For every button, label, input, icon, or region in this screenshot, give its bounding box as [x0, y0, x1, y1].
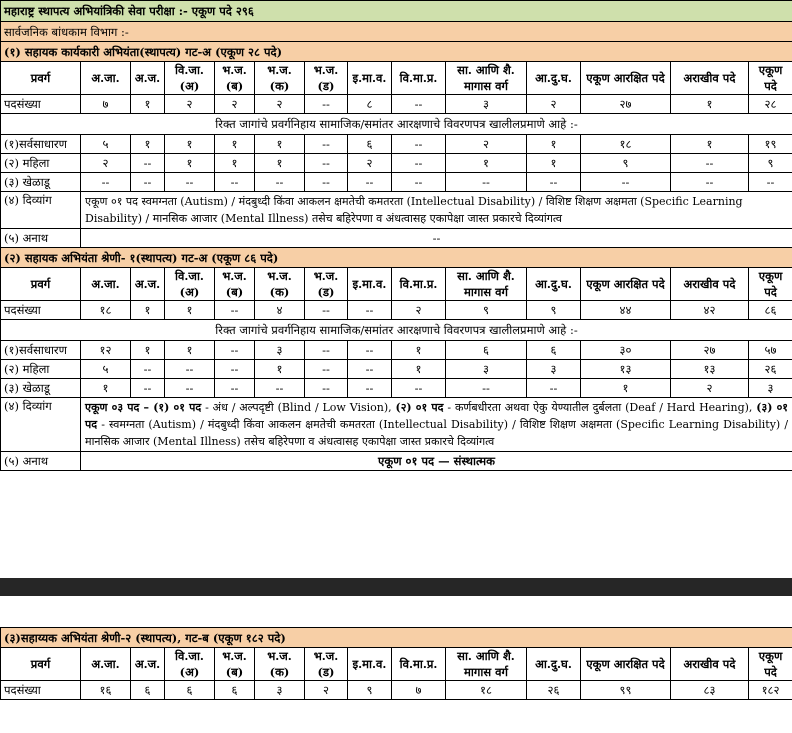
divyang-label-2: (२) ०१ पद [395, 401, 444, 414]
table-cell: -- [348, 301, 392, 320]
table-cell: ७ [392, 681, 446, 700]
page-title: महाराष्ट्र स्थापत्य अभियांत्रिकी सेवा परीक्षा :- एकूण पदे २९६ [1, 1, 792, 22]
header-cell: भ.ज. (ड) [305, 62, 348, 95]
row-label: (५) अनाथ [1, 452, 81, 471]
header-cell: भ.ज. (ड) [305, 268, 348, 301]
header-cell: भ.ज. (क) [255, 648, 305, 681]
table-cell: २७ [581, 95, 671, 114]
table-cell: -- [446, 379, 527, 398]
table-cell: १९ [749, 135, 792, 154]
table-cell: १ [671, 135, 749, 154]
table-cell: २ [527, 95, 581, 114]
table-cell: -- [392, 95, 446, 114]
table-cell: १ [131, 95, 165, 114]
table-cell: १ [671, 95, 749, 114]
table-cell: -- [215, 301, 255, 320]
row-label: (३) खेळाडू [1, 379, 81, 398]
table-cell: ३ [255, 681, 305, 700]
table-cell: १ [131, 301, 165, 320]
divyang-text [81, 398, 792, 452]
table-cell: -- [392, 173, 446, 192]
table-cell: १ [165, 341, 215, 360]
posts-row [1, 681, 792, 700]
anath-value: -- [81, 229, 792, 248]
table-cell: ७ [81, 95, 131, 114]
table-cell: -- [392, 154, 446, 173]
table-cell: -- [305, 154, 348, 173]
table-cell: ५ [81, 360, 131, 379]
header-cell: आ.दु.घ. [527, 62, 581, 95]
divyang-label-3: (३) ०१ पद [85, 401, 789, 431]
department-label: सार्वजनिक बांधकाम विभाग :- [1, 22, 792, 42]
header-cell: भ.ज. (क) [255, 62, 305, 95]
table-cell: २७ [671, 341, 749, 360]
header-cell: सा. आणि शै. मागास वर्ग [446, 648, 527, 681]
divyang-part-3: - स्वमग्नता (Autism) / मंदबुध्दी किंवा आकलन क्षमतेची कमतरता (Intellectual Disability) / विशिष्ट शिक्षण अक्षमता (Specific Learning Disability) / मानसिक आजार (Mental Illness) तसेच बहिरेपणा व अंधत्वासह एकापेक्षा जास्त प्रकारचे दिव्यांगत्व [85, 418, 789, 448]
table-cell: २ [305, 681, 348, 700]
table-cell: -- [446, 173, 527, 192]
header-cell: सा. आणि शै. मागास वर्ग [446, 268, 527, 301]
table-cell: १ [215, 135, 255, 154]
table-cell: १ [165, 301, 215, 320]
header-cell: भ.ज. (ब) [215, 268, 255, 301]
table-row [1, 154, 792, 173]
table-cell: १८२ [749, 681, 792, 700]
header-cell: अराखीव पदे [671, 268, 749, 301]
header-cell: अ.जा. [81, 648, 131, 681]
table-cell: २ [348, 154, 392, 173]
table-row [1, 360, 792, 379]
table-cell: ८६ [749, 301, 792, 320]
table-cell: २ [255, 95, 305, 114]
table-cell: -- [305, 379, 348, 398]
header-cell: आ.दु.घ. [527, 648, 581, 681]
table-cell: ३ [446, 360, 527, 379]
header-cell: वि.मा.प्र. [392, 62, 446, 95]
table-cell: ४४ [581, 301, 671, 320]
header-row [1, 62, 792, 95]
table-cell: -- [671, 173, 749, 192]
table-cell: ६ [348, 135, 392, 154]
header-cell: एकूण पदे [749, 62, 792, 95]
table-cell: -- [215, 341, 255, 360]
table-cell: -- [255, 379, 305, 398]
header-cell: अ.ज. [131, 648, 165, 681]
table-cell: -- [392, 135, 446, 154]
table-cell: १ [527, 154, 581, 173]
table-cell: ३० [581, 341, 671, 360]
table-cell: १ [131, 341, 165, 360]
section-divider [0, 578, 792, 596]
posts-row [1, 95, 792, 114]
header-cell: इ.मा.व. [348, 648, 392, 681]
divyang-lead: एकूण ०३ पद – (१) ०१ पद [85, 401, 202, 414]
table-cell: -- [348, 360, 392, 379]
header-cell: अ.जा. [81, 268, 131, 301]
table-row [1, 135, 792, 154]
table-cell: -- [81, 173, 131, 192]
table-cell: -- [348, 173, 392, 192]
table-cell: -- [131, 379, 165, 398]
row-label: (४) दिव्यांग [1, 398, 81, 452]
posts-row [1, 301, 792, 320]
table-cell: -- [215, 173, 255, 192]
table-row [1, 173, 792, 192]
anath-value: एकूण ०१ पद — संस्थात्मक [81, 452, 792, 471]
table-cell: ९ [527, 301, 581, 320]
table-cell: १ [527, 135, 581, 154]
table-cell: -- [671, 154, 749, 173]
row-label: (२) महिला [1, 360, 81, 379]
table-cell: २६ [749, 360, 792, 379]
table-cell: ३ [446, 95, 527, 114]
table-cell: -- [581, 173, 671, 192]
header-cell: वि.मा.प्र. [392, 648, 446, 681]
table-cell: १ [255, 360, 305, 379]
header-cell: अ.ज. [131, 268, 165, 301]
header-cell: इ.मा.व. [348, 268, 392, 301]
table-cell: ६ [215, 681, 255, 700]
table-cell: ६ [527, 341, 581, 360]
table-cell: -- [305, 95, 348, 114]
row-label: (४) दिव्यांग [1, 192, 81, 229]
header-cell: अ.जा. [81, 62, 131, 95]
row-label: (३) खेळाडू [1, 173, 81, 192]
table-cell: -- [527, 173, 581, 192]
table-cell: ४२ [671, 301, 749, 320]
table-cell: -- [392, 379, 446, 398]
table-cell: -- [305, 301, 348, 320]
header-cell: आ.दु.घ. [527, 268, 581, 301]
header-cell: प्रवर्ग [1, 648, 81, 681]
table-cell: -- [255, 173, 305, 192]
divyang-row [1, 192, 792, 229]
table-cell: १ [165, 135, 215, 154]
table-cell: १ [215, 154, 255, 173]
table-cell: -- [131, 154, 165, 173]
header-cell: एकूण पदे [749, 648, 792, 681]
section-2-heading: (२) सहायक अभियंता श्रेणी- १(स्थापत्य) गट-अ (एकूण ८६ पदे) [1, 248, 792, 268]
table-cell: १३ [671, 360, 749, 379]
table-cell: २८ [749, 95, 792, 114]
header-cell: अराखीव पदे [671, 62, 749, 95]
table-cell: १ [255, 135, 305, 154]
table-cell: ८३ [671, 681, 749, 700]
header-cell: इ.मा.व. [348, 62, 392, 95]
header-cell: एकूण पदे [749, 268, 792, 301]
anath-row [1, 452, 792, 471]
table-cell: -- [348, 379, 392, 398]
row-label: (१)सर्वसाधारण [1, 341, 81, 360]
table-cell: १ [165, 154, 215, 173]
header-cell: वि.जा. (अ) [165, 268, 215, 301]
row-label: (१)सर्वसाधारण [1, 135, 81, 154]
table-cell: १ [392, 341, 446, 360]
table-cell: ५७ [749, 341, 792, 360]
table-cell: -- [215, 379, 255, 398]
header-cell: भ.ज. (ब) [215, 62, 255, 95]
table-cell: २ [215, 95, 255, 114]
table-cell: २ [81, 154, 131, 173]
table-cell: १६ [81, 681, 131, 700]
table-cell: २ [446, 135, 527, 154]
table-cell: १ [255, 154, 305, 173]
table-cell: -- [527, 379, 581, 398]
header-cell: भ.ज. (ड) [305, 648, 348, 681]
row-label: पदसंख्या [1, 95, 81, 114]
table-cell: -- [305, 173, 348, 192]
table-cell: १ [446, 154, 527, 173]
sec3-table [0, 627, 792, 700]
table-cell: -- [348, 341, 392, 360]
table-cell: ३ [749, 379, 792, 398]
table-row [1, 341, 792, 360]
header-cell: एकूण आरक्षित पदे [581, 648, 671, 681]
anath-row [1, 229, 792, 248]
table-cell: ९ [348, 681, 392, 700]
header-cell: वि.मा.प्र. [392, 268, 446, 301]
section-3-heading: (३)सहाय्यक अभियंता श्रेणी-२ (स्थापत्य), गट-ब (एकूण १८२ पदे) [1, 628, 792, 648]
table-cell: १८ [581, 135, 671, 154]
table-cell: ३ [527, 360, 581, 379]
section-1-heading: (१) सहायक कार्यकारी अभियंता(स्थापत्य) गट-अ (एकूण २८ पदे) [1, 42, 792, 62]
table-cell: ६ [131, 681, 165, 700]
table-cell: -- [305, 360, 348, 379]
header-cell: सा. आणि शै. मागास वर्ग [446, 62, 527, 95]
header-cell: भ.ज. (ब) [215, 648, 255, 681]
header-cell: एकूण आरक्षित पदे [581, 268, 671, 301]
table-cell: १ [581, 379, 671, 398]
row-label: पदसंख्या [1, 301, 81, 320]
header-cell: प्रवर्ग [1, 268, 81, 301]
table-cell: १ [81, 379, 131, 398]
table-cell: १८ [446, 681, 527, 700]
table-cell: -- [305, 341, 348, 360]
header-cell: वि.जा. (अ) [165, 648, 215, 681]
header-cell: एकूण आरक्षित पदे [581, 62, 671, 95]
table-cell: ४ [255, 301, 305, 320]
table-cell: -- [131, 173, 165, 192]
table-cell: १ [131, 135, 165, 154]
divyang-part-1: - अंध / अल्पदृष्टी (Blind / Low Vision), [205, 401, 392, 414]
table-cell: -- [131, 360, 165, 379]
table-cell: २ [671, 379, 749, 398]
table-cell: ५ [81, 135, 131, 154]
header-cell: भ.ज. (क) [255, 268, 305, 301]
table-cell: १ [392, 360, 446, 379]
header-cell: वि.जा. (अ) [165, 62, 215, 95]
table-cell: -- [305, 135, 348, 154]
table-cell: ८ [348, 95, 392, 114]
table-cell: १२ [81, 341, 131, 360]
header-row [1, 268, 792, 301]
header-row [1, 648, 792, 681]
table-cell: ९ [749, 154, 792, 173]
table-cell: १८ [81, 301, 131, 320]
table-cell: -- [215, 360, 255, 379]
table-cell: १३ [581, 360, 671, 379]
table-cell: -- [749, 173, 792, 192]
row-label: (५) अनाथ [1, 229, 81, 248]
reservation-note: रिक्त जागांचे प्रवर्गनिहाय सामाजिक/समांतर आरक्षणाचे विवरणपत्र खालीलप्रमाणे आहे :- [1, 320, 792, 341]
table-cell: ९ [446, 301, 527, 320]
table-cell: ६ [446, 341, 527, 360]
header-cell: अराखीव पदे [671, 648, 749, 681]
header-cell: अ.ज. [131, 62, 165, 95]
table-cell: २ [165, 95, 215, 114]
table-row [1, 379, 792, 398]
table-cell: ९ [581, 154, 671, 173]
row-label: (२) महिला [1, 154, 81, 173]
table-cell: -- [165, 379, 215, 398]
divyang-text: एकूण ०१ पद स्वमग्नता (Autism) / मंदबुध्दी किंवा आकलन क्षमतेची कमतरता (Intellectual Disability) / विशिष्ट शिक्षण अक्षमता (Specific Learning Disability) / मानसिक आजार (Mental Illness) तसेच बहिरेपणा व अंधत्वासह एकापेक्षा जास्त प्रकारचे दिव्यांगत्व [81, 192, 792, 229]
table-cell: ३ [255, 341, 305, 360]
reservation-note: रिक्त जागांचे प्रवर्गनिहाय सामाजिक/समांतर आरक्षणाचे विवरणपत्र खालीलप्रमाणे आहे :- [1, 114, 792, 135]
table-cell: २ [392, 301, 446, 320]
table-cell: ९९ [581, 681, 671, 700]
table-cell: ६ [165, 681, 215, 700]
table-cell: २६ [527, 681, 581, 700]
divyang-part-2: - कर्णबधीरता अथवा ऐकु येण्यातील दुर्बलता (Deaf / Hard Hearing), [447, 401, 753, 414]
table-cell: -- [165, 173, 215, 192]
divyang-row [1, 398, 792, 452]
row-label: पदसंख्या [1, 681, 81, 700]
header-cell: प्रवर्ग [1, 62, 81, 95]
table-cell: -- [165, 360, 215, 379]
